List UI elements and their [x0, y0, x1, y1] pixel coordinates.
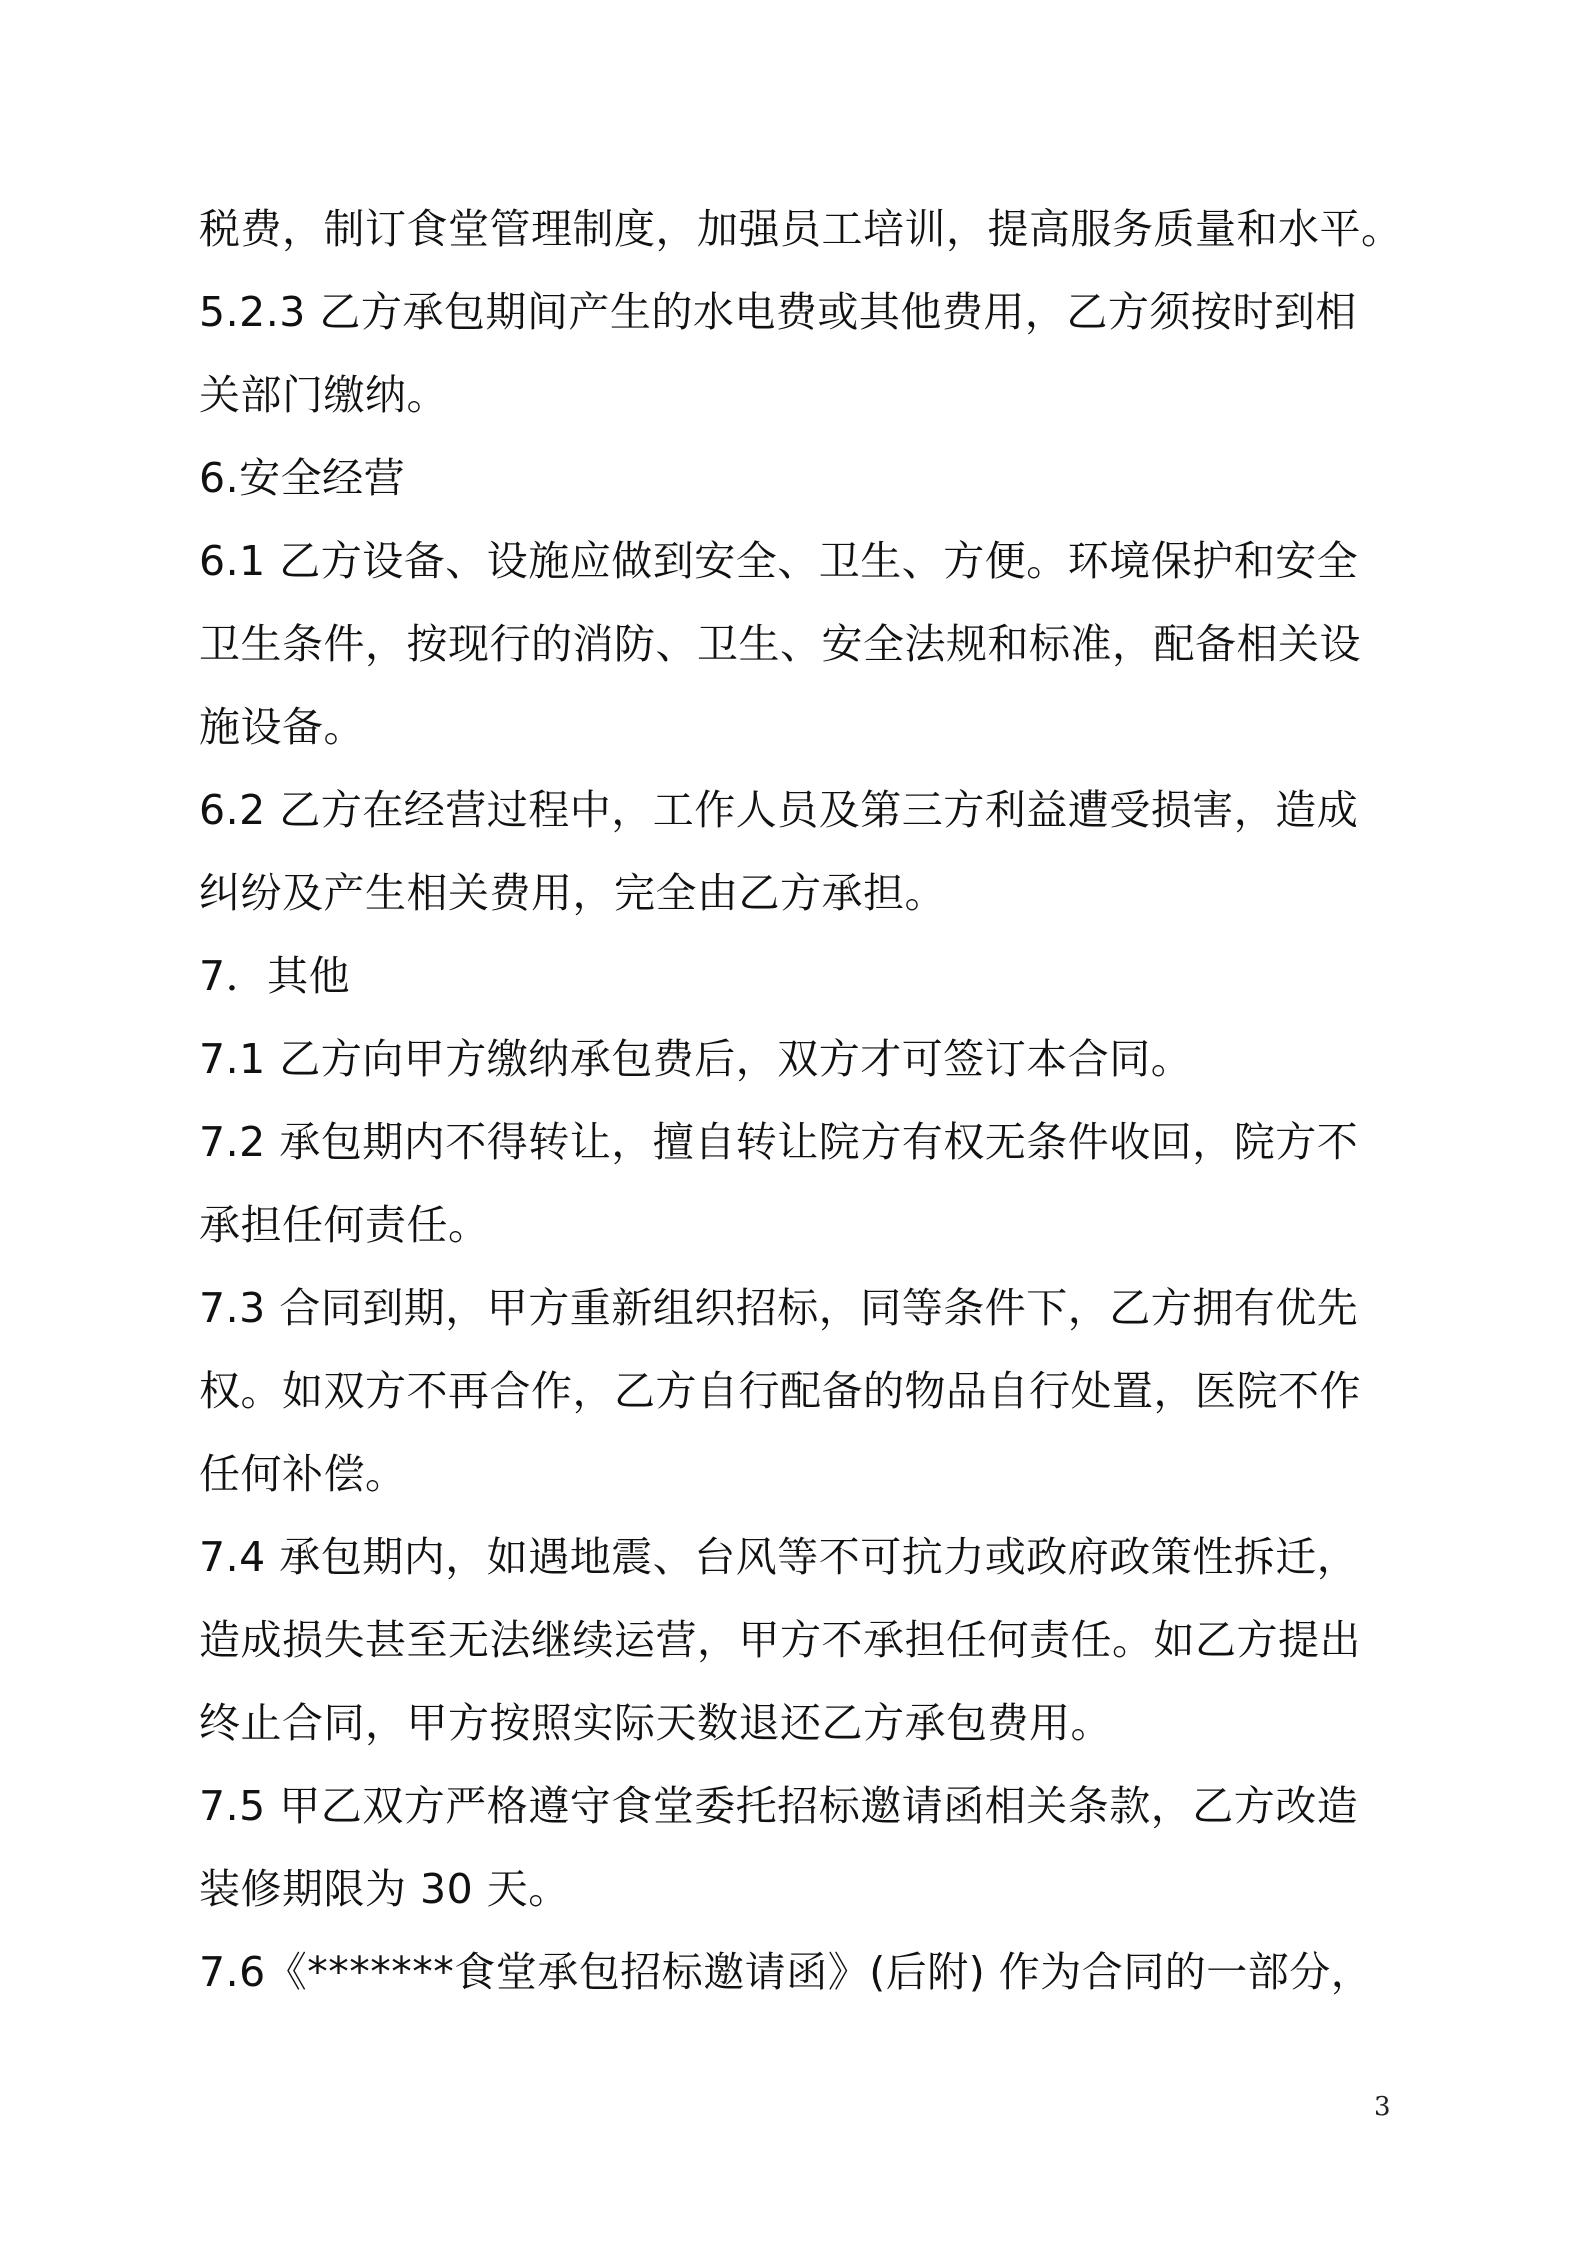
- text-line: 7.6《*******食堂承包招标邀请函》(后附) 作为合同的一部分，: [199, 1948, 1373, 1996]
- text-line: 7.3 合同到期，甲方重新组织招标，同等条件下，乙方拥有优先: [199, 1284, 1359, 1332]
- text-line: 装修期限为 30 天。: [199, 1865, 570, 1913]
- text-line: 6.2 乙方在经营过程中，工作人员及第三方利益遭受损害，造成: [199, 786, 1359, 834]
- text-line: 纠纷及产生相关费用，完全由乙方承担。: [199, 869, 946, 917]
- section-heading: 6.安全经营: [199, 454, 406, 502]
- text-line: 7.1 乙方向甲方缴纳承包费后，双方才可签订本合同。: [199, 1035, 1193, 1083]
- text-line: 施设备。: [199, 703, 365, 751]
- text-line: 承担任何责任。: [199, 1201, 490, 1249]
- section-heading: 7．其他: [199, 952, 351, 1000]
- text-line: 7.2 承包期内不得转让，擅自转让院方有权无条件收回，院方不: [199, 1118, 1359, 1166]
- text-line: 7.5 甲乙双方严格遵守食堂委托招标邀请函相关条款，乙方改造: [199, 1782, 1359, 1830]
- text-line: 卫生条件，按现行的消防、卫生、安全法规和标准，配备相关设: [199, 620, 1361, 668]
- contract-body: [199, 188, 1403, 2014]
- text-line: 任何补偿。: [199, 1450, 407, 1498]
- text-line: 6.1 乙方设备、设施应做到安全、卫生、方便。环境保护和安全: [199, 537, 1359, 585]
- text-line: 造成损失甚至无法继续运营，甲方不承担任何责任。如乙方提出: [199, 1616, 1361, 1664]
- text-line: 权。如双方不再合作，乙方自行配备的物品自行处置，医院不作: [199, 1367, 1361, 1415]
- text-line: 7.4 承包期内，如遇地震、台风等不可抗力或政府政策性拆迁，: [199, 1533, 1359, 1581]
- page-number: 3: [1374, 2092, 1391, 2122]
- text-line: 5.2.3 乙方承包期间产生的水电费或其他费用，乙方须按时到相: [199, 288, 1357, 336]
- text-line: 税费，制订食堂管理制度，加强员工培训，提高服务质量和水平。: [199, 205, 1403, 253]
- text-line: 关部门缴纳。: [199, 371, 448, 419]
- text-line: 终止合同，甲方按照实际天数退还乙方承包费用。: [199, 1699, 1112, 1747]
